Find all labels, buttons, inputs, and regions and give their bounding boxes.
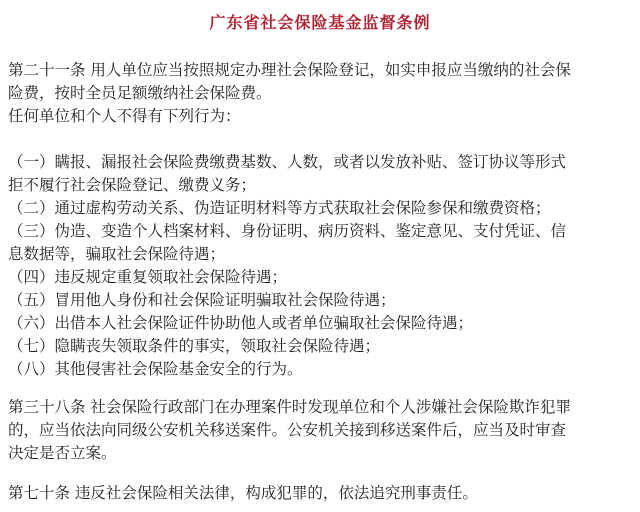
prohibited-acts-list [8, 151, 634, 381]
article-38-line-3: 决定是否立案。 [8, 444, 117, 462]
article-21-line-3: 任何单位和个人不得有下列行为： [8, 107, 241, 125]
article-38-line-2: 的，应当依法向同级公安机关移送案件。公安机关接到移送案件后，应当及时审查 [8, 421, 567, 439]
list-item-2: （二）通过虚构劳动关系、伪造证明材料等方式获取社会保险参保和缴费资格； [8, 199, 551, 217]
article-70 [8, 482, 634, 505]
list-item-7: （七）隐瞒丧失领取条件的事实，领取社会保险待遇； [8, 337, 381, 355]
list-item-3-line-2: 息数据等，骗取社会保险待遇； [8, 245, 226, 263]
list-item-6: （六）出借本人社会保险证件协助他人或者单位骗取社会保险待遇； [8, 314, 474, 332]
list-item-5: （五）冒用他人身份和社会保险证明骗取社会保险待遇； [8, 291, 396, 309]
document-title: 广东省社会保险基金监督条例 [209, 13, 431, 32]
article-21-line-2: 险费，按时全员足额缴纳社会保险费。 [8, 84, 272, 102]
list-item-1-line-1: （一）瞒报、漏报社会保险费缴费基数、人数，或者以发放补贴、签订协议等形式 [8, 153, 567, 171]
article-38 [8, 396, 634, 465]
list-item-8: （八）其他侵害社会保险基金安全的行为。 [8, 360, 303, 378]
article-21-line-1: 第二十一条 用人单位应当按照规定办理社会保险登记，如实申报应当缴纳的社会保 [8, 61, 571, 79]
article-38-line-1: 第三十八条 社会保险行政部门在办理案件时发现单位和个人涉嫌社会保险欺诈犯罪 [8, 398, 571, 416]
article-70-line-1: 第七十条 违反社会保险相关法律，构成犯罪的，依法追究刑事责任。 [8, 484, 478, 502]
list-item-3-line-1: （三）伪造、变造个人档案材料、身份证明、病历资料、鉴定意见、支付凭证、信 [8, 222, 567, 240]
article-21 [8, 59, 634, 128]
list-item-4: （四）违反规定重复领取社会保险待遇； [8, 268, 288, 286]
list-item-1-line-2: 拒不履行社会保险登记、缴费义务； [8, 176, 257, 194]
